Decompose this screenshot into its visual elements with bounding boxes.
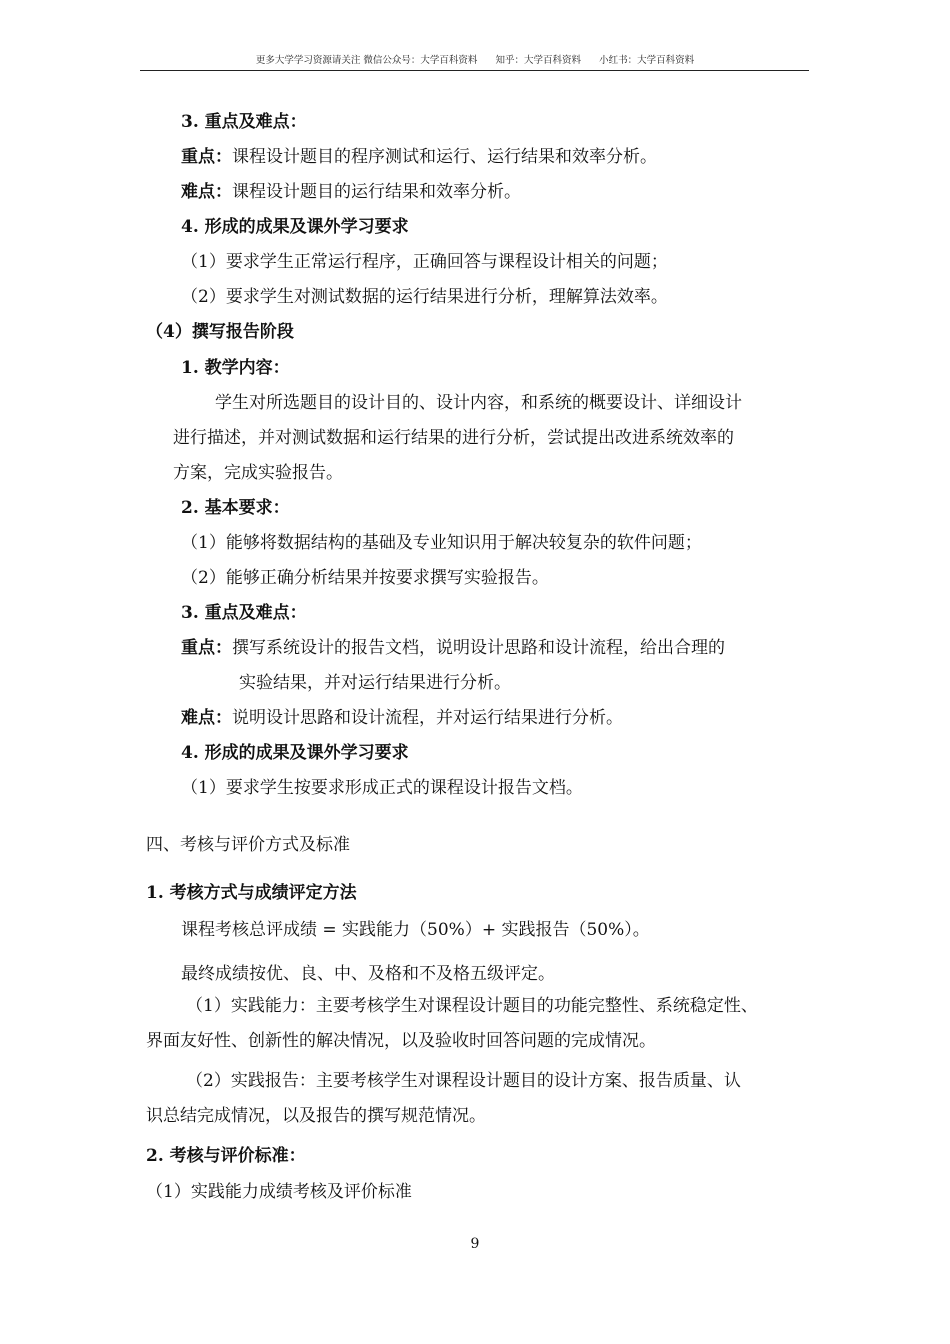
paragraph-line: 识总结完成情况，以及报告的撰写规范情况。 [146,1106,486,1126]
paragraph-line: 进行描述，并对测试数据和运行结果的进行分析，尝试提出改进系统效率的 [173,428,734,448]
heading-key-points: 3. 重点及难点： [181,603,307,623]
paragraph-line: 学生对所选题目的设计目的、设计内容，和系统的概要设计、详细设计 [215,393,742,413]
paragraph-line: （2）实践报告：主要考核学生对课程设计题目的设计方案、报告质量、认 [186,1071,741,1091]
key-point-continuation: 实验结果，并对运行结果进行分析。 [239,673,511,693]
subheading-assessment-method: 1. 考核方式与成绩评定方法 [146,883,357,903]
requirement-item: （2）能够正确分析结果并按要求撰写实验报告。 [181,568,549,588]
subheading-assessment-criteria: 2. 考核与评价标准： [146,1146,306,1166]
requirement-item: （1）要求学生正常运行程序，正确回答与课程设计相关的问题； [181,252,668,272]
page-header: 更多大学学习资源请关注 微信公众号：大学百科资料 知乎：大学百科资料 小红书：大学百科资料 [255,55,695,66]
paragraph-line: （1）实践能力：主要考核学生对课程设计题目的功能完整性、系统稳定性、 [186,996,758,1016]
requirement-item: （1）能够将数据结构的基础及专业知识用于解决较复杂的软件问题； [181,533,702,553]
key-point-line: 重点：课程设计题目的程序测试和运行、运行结果和效率分析。 [181,147,657,167]
heading-outcomes: 4. 形成的成果及课外学习要求 [181,217,409,237]
heading-key-points: 3. 重点及难点： [181,112,307,132]
difficulty-line: 难点：说明设计思路和设计流程，并对运行结果进行分析。 [181,708,623,728]
page-number: 9 [470,1236,480,1252]
heading-outcomes: 4. 形成的成果及课外学习要求 [181,743,409,763]
key-point-line: 重点：撰写系统设计的报告文档，说明设计思路和设计流程，给出合理的 [181,638,725,658]
requirement-item: （2）要求学生对测试数据的运行结果进行分析，理解算法效率。 [181,287,668,307]
paragraph-line: 界面友好性、创新性的解决情况，以及验收时回答问题的完成情况。 [146,1031,656,1051]
paragraph-line: 最终成绩按优、良、中、及格和不及格五级评定。 [181,964,555,984]
chapter-heading-assessment: 四、考核与评价方式及标准 [146,835,350,855]
difficulty-line: 难点：课程设计题目的运行结果和效率分析。 [181,182,521,202]
criteria-item: （1）实践能力成绩考核及评价标准 [146,1182,412,1202]
heading-basic-requirements: 2. 基本要求： [181,498,290,518]
heading-teaching-content: 1. 教学内容： [181,358,290,378]
header-rule [140,70,809,71]
paragraph-line: 方案，完成实验报告。 [173,463,343,483]
section-heading-report-stage: （4）撰写报告阶段 [146,322,294,342]
requirement-item: （1）要求学生按要求形成正式的课程设计报告文档。 [181,778,583,798]
formula-line: 课程考核总评成绩 = 实践能力（50%）+ 实践报告（50%）。 [181,920,650,940]
